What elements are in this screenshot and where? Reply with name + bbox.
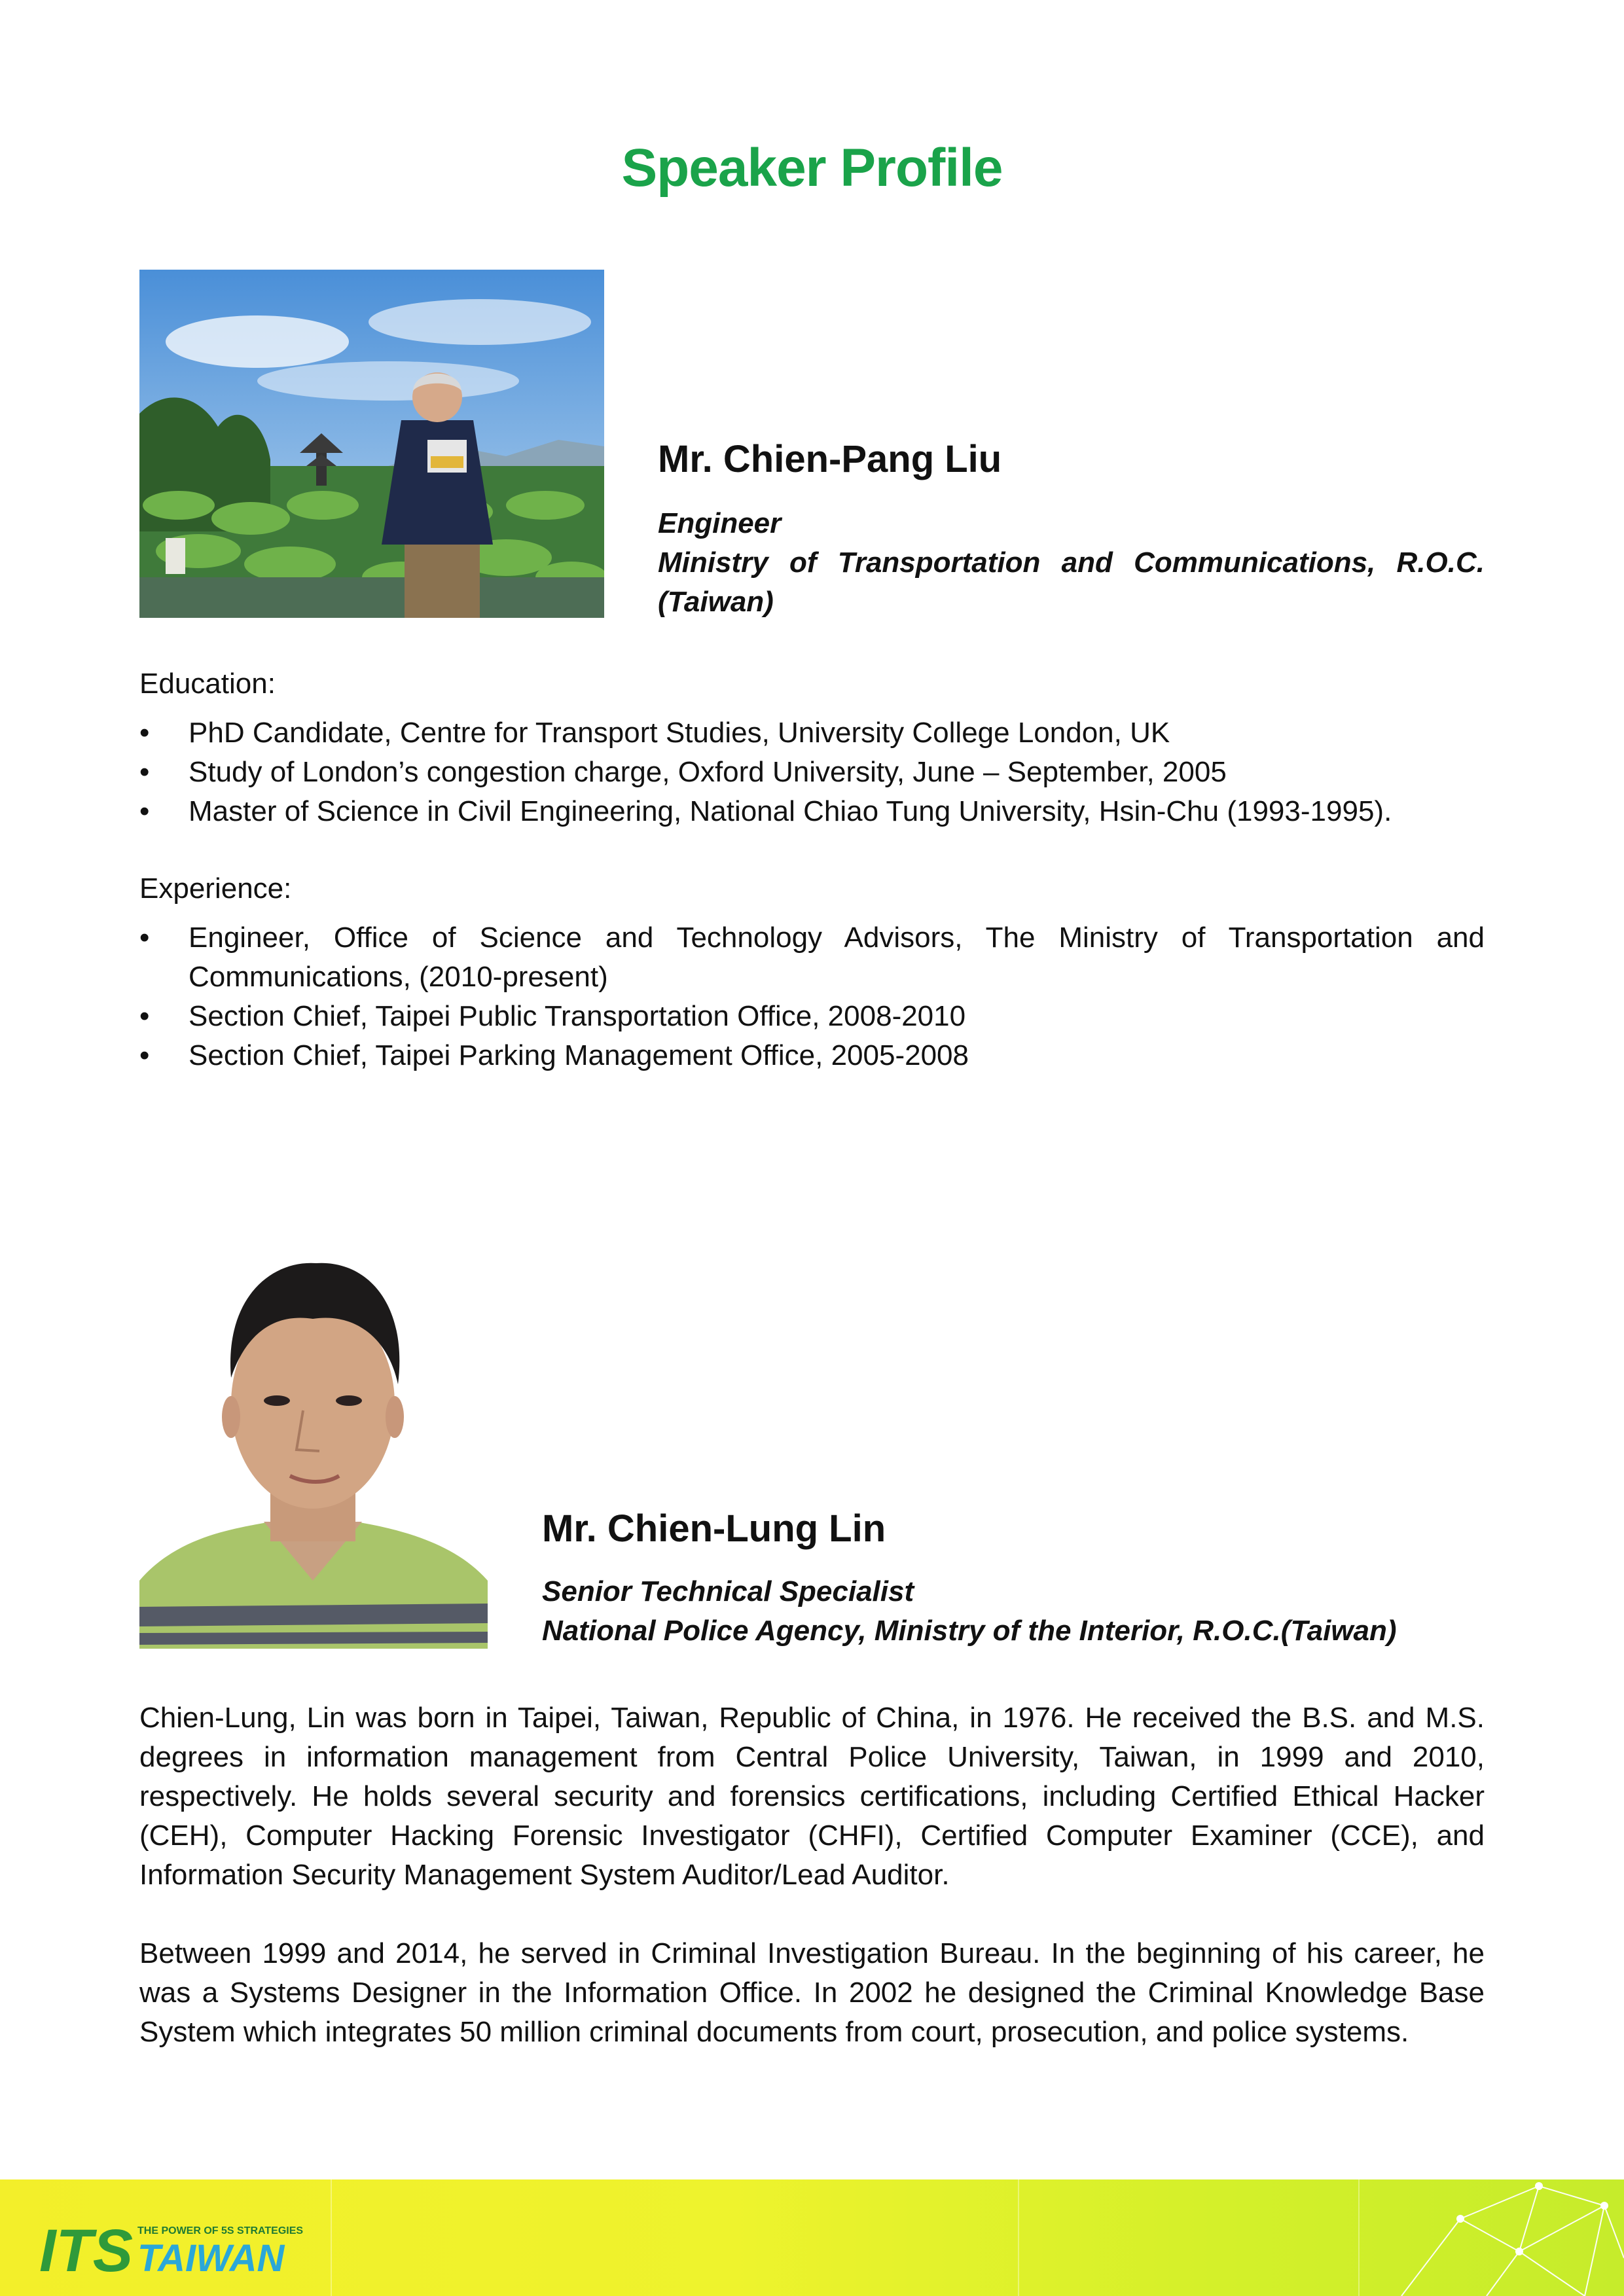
footer-band (0, 2179, 1624, 2296)
list-item: • PhD Candidate, Centre for Transport Studies, University College London, UK (139, 713, 1485, 753)
list-item: • Master of Science in Civil Engineering, National Chiao Tung University, Hsin-Chu (1993-1995). (139, 792, 1485, 831)
page-title: Speaker Profile (621, 138, 1003, 198)
its-taiwan-logo (39, 2209, 314, 2281)
footer-divider (331, 2179, 332, 2296)
list-item: • Engineer, Office of Science and Technology Advisors, The Ministry of Transportation and Communications, (2010-present) (139, 918, 1485, 997)
speaker-2-role-title: Senior Technical Specialist (542, 1575, 914, 1607)
speaker-2-name: Mr. Chien-Lung Lin (542, 1507, 886, 1550)
speaker-2-role (542, 1572, 1485, 1651)
logo-letters: ITS (39, 2217, 134, 2281)
footer-divider (1018, 2179, 1019, 2296)
network-graphic (1388, 2179, 1624, 2296)
speaker-1-photo (139, 270, 604, 618)
education-list (139, 713, 1485, 831)
footer-divider (1358, 2179, 1360, 2296)
list-item: • Section Chief, Taipei Public Transportation Office, 2008-2010 (139, 997, 1485, 1036)
speaker-1-role-country: (Taiwan) (658, 586, 774, 618)
list-item: • Study of London’s congestion charge, Oxford University, June – September, 2005 (139, 753, 1485, 792)
speaker-1-role-org: Ministry of Transportation and Communications, R.O.C. (658, 547, 1485, 579)
speaker-1-name: Mr. Chien-Pang Liu (658, 438, 1002, 480)
speaker-2-bio-paragraph-1: Chien-Lung, Lin was born in Taipei, Taiwan, Republic of China, in 1976. He received the B.S. and M.S. degrees in information management from Central Police University, Taiwan, in 1999 and 2010, respectively. He holds several security and forensics certifications, including Certified Ethical Hacker (CEH), Computer Hacking Forensic Investigator (CHFI), Certified Computer Examiner (CCE), and Information Security Management System Auditor/Lead Auditor. (139, 1702, 1485, 1891)
education-label: Education: (139, 668, 276, 700)
speaker-2-bio-paragraph-2: Between 1999 and 2014, he served in Criminal Investigation Bureau. In the beginning of his career, he was a Systems Designer in the Information Office. In 2002 he designed the Criminal Knowledge Base System which integrates 50 million criminal documents from court, prosecution, and police systems. (139, 1937, 1485, 2048)
list-item: • Section Chief, Taipei Parking Management Office, 2005-2008 (139, 1036, 1485, 1075)
speaker-2-photo (139, 1240, 488, 1649)
logo-word: TAIWAN (137, 2237, 285, 2280)
speaker-2-role-org: National Police Agency, Ministry of the Interior, R.O.C.(Taiwan) (542, 1615, 1397, 1647)
experience-list (139, 918, 1485, 1075)
speaker-1-role-title: Engineer (658, 507, 782, 539)
logo-tagline: THE POWER OF 5S STRATEGIES (137, 2225, 304, 2236)
speaker-1-role (658, 504, 1485, 622)
experience-label: Experience: (139, 872, 292, 905)
